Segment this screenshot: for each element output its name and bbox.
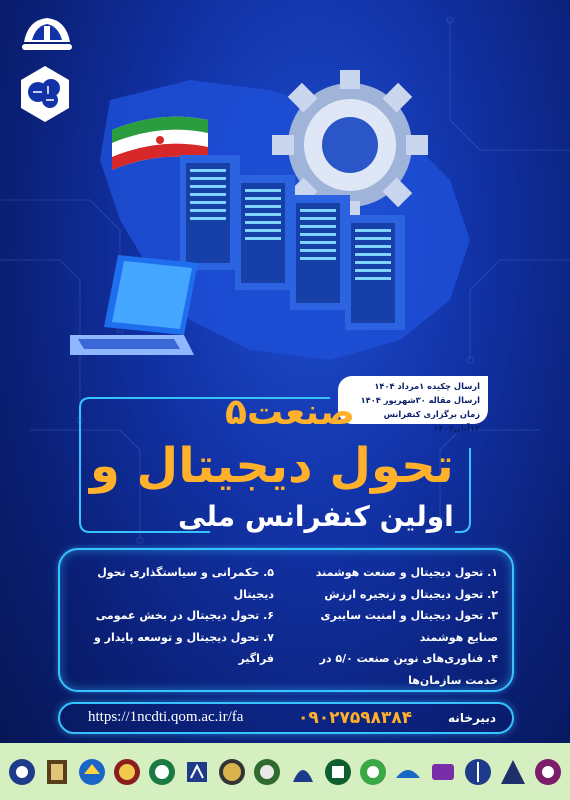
topic-item: ۲. تحول دیجیتال و زنجیره ارزش [324,587,498,601]
sponsor-logo-icon [6,752,38,792]
sponsor-logo-icon [216,752,248,792]
topic-item: ۶. تحول دیجیتال در بخش عمومی [95,609,274,622]
date-abstract: ارسال چکیده ۱مرداد ۱۴۰۴ [374,381,480,391]
topics-column-left [74,562,274,670]
hero-illustration [70,70,520,370]
topic-item: خدمت سازمان‌ها [408,673,498,687]
secretariat-label: دبیرخانه [448,711,496,725]
title-line-1: صنعت۵ [225,392,355,433]
topic-item: صنایع هوشمند [419,630,498,644]
date-conference: زمان برگزاری کنفرانس ۱۲آبان۱۴۰۴ [383,409,480,433]
date-paper: ارسال مقاله ۳۰شهریور ۱۴۰۴ [360,395,480,405]
sponsor-logo-icon [111,752,143,792]
sponsor-logo-icon [392,752,424,792]
website-link[interactable]: https://1ncdti.qom.ac.ir/fa [88,709,244,725]
sponsor-logo-icon [251,752,283,792]
sponsor-logo-icon [532,752,564,792]
phone-number: ۰۹۰۲۷۵۹۸۳۸۴ [298,708,413,728]
topic-item: ۳. تحول دیجیتال و امنیت سایبری [320,609,498,622]
topic-item: دیجیتال [233,587,274,601]
brain-chip-icon [18,64,72,126]
topic-item: فراگیر [238,652,274,665]
laptop-icon [70,255,198,355]
sponsor-logo-icon [497,752,529,792]
title-line-2: تحول دیجیتال و [90,438,454,494]
sponsor-logo-icon [146,752,178,792]
topic-item: ۴. فناوری‌های نوین صنعت ۵/۰ در [319,652,498,665]
sponsor-logo-icon [357,752,389,792]
topic-item: ۷. تحول دیجیتال و توسعه پایدار و [94,630,274,644]
title-line-3: اولین کنفرانس ملی [178,500,454,533]
sponsor-logo-icon [287,752,319,792]
contact-bar [58,702,514,734]
topics-column-right [288,562,498,691]
sponsor-logo-icon [41,752,73,792]
sponsor-logo-icon [181,752,213,792]
university-emblem-icon [18,12,76,56]
topic-item: ۱. تحول دیجیتال و صنعت هوشمند [315,566,498,579]
sponsor-logo-icon [427,752,459,792]
topics-box [58,548,514,692]
sponsor-logos-strip [0,743,570,800]
sponsor-logo-icon [322,752,354,792]
sponsor-logo-icon [462,752,494,792]
topic-item: ۵. حکمرانی و سیاستگذاری تحول [97,566,274,579]
sponsor-logo-icon [76,752,108,792]
